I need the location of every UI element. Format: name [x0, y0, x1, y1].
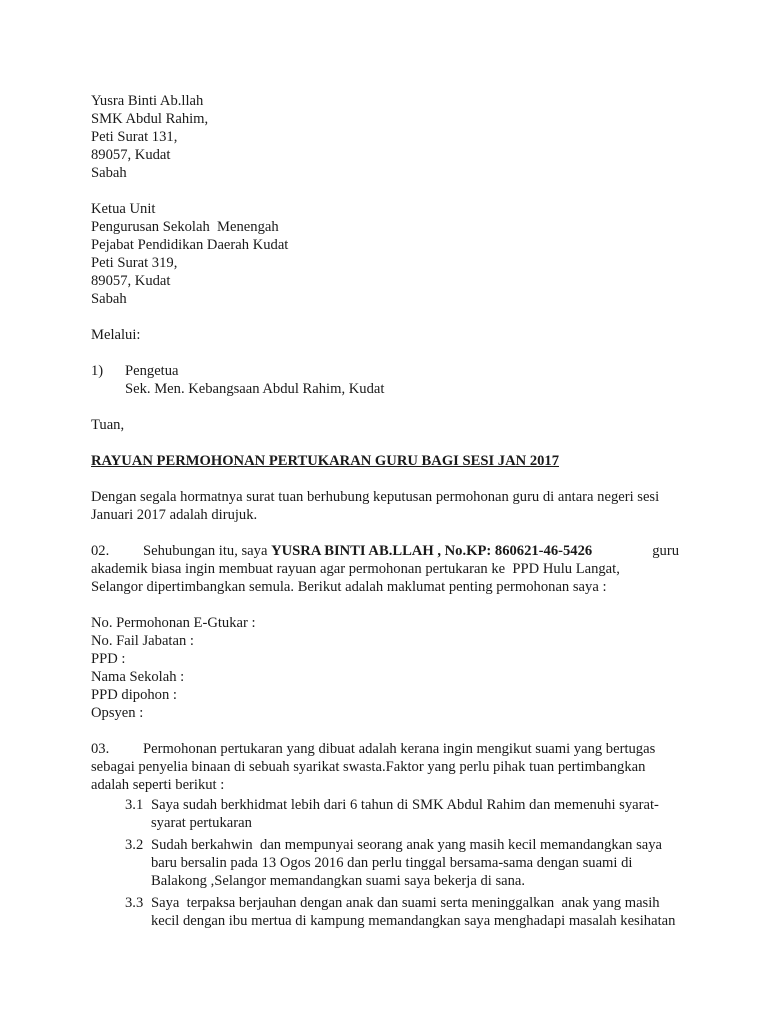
- para-02-number: 02.: [91, 543, 110, 559]
- recipient-unit: Pengurusan Sekolah Menengah: [91, 219, 279, 235]
- letter-subject: RAYUAN PERMOHONAN PERTUKARAN GURU BAGI SESI JAN 2017: [91, 453, 560, 469]
- para-02-name-id: YUSRA BINTI AB.LLAH , No.KP: 860621-46-5426: [271, 543, 593, 559]
- item-line: Saya terpaksa berjauhan dengan anak dan suami serta meninggalkan anak yang masih: [151, 895, 660, 911]
- sender-pobox: Peti Surat 131,: [91, 129, 178, 145]
- recipient-pobox: Peti Surat 319,: [91, 255, 178, 271]
- sender-name: Yusra Binti Ab.llah: [91, 93, 204, 109]
- sender-school: SMK Abdul Rahim,: [91, 111, 209, 127]
- item-number: 3.2: [125, 837, 144, 853]
- field-egtukar-number: No. Permohonan E-Gtukar :: [91, 615, 256, 631]
- application-fields: [91, 614, 679, 722]
- sender-state: Sabah: [91, 165, 127, 181]
- salutation: Tuan,: [91, 417, 125, 433]
- via-line-1: Pengetua: [125, 363, 179, 379]
- para-02-line-2: akademik biasa ingin membuat rayuan agar permohonan pertukaran ke PPD Hulu Langat,: [91, 561, 620, 577]
- intro-paragraph: [91, 488, 679, 524]
- via-line-2: Sek. Men. Kebangsaan Abdul Rahim, Kudat: [125, 381, 385, 397]
- item-line: kecil dengan ibu mertua di kampung memandangkan saya menghadapi masalah kesihatan: [151, 913, 676, 929]
- para-03-number: 03.: [91, 741, 110, 757]
- via-label: Melalui:: [91, 327, 141, 343]
- item-line: Sudah berkahwin dan mempunyai seorang anak yang masih kecil memandangkan saya: [151, 837, 663, 853]
- item-line: Saya sudah berkhidmat lebih dari 6 tahun di SMK Abdul Rahim dan memenuhi syarat-: [151, 797, 659, 813]
- paragraph-02: [91, 542, 679, 596]
- item-line: baru bersalin pada 13 Ogos 2016 dan perlu tinggal bersama-sama dengan suami di: [151, 855, 633, 871]
- para-02-lead: Sehubungan itu, saya: [143, 543, 272, 559]
- recipient-office: Pejabat Pendidikan Daerah Kudat: [91, 237, 289, 253]
- recipient-address: [91, 200, 679, 308]
- item-number: 3.3: [125, 895, 144, 911]
- recipient-state: Sabah: [91, 291, 127, 307]
- reasons-list: [91, 796, 679, 930]
- list-item: [115, 836, 679, 890]
- list-item: [115, 894, 679, 930]
- field-ppd-requested: PPD dipohon :: [91, 687, 177, 703]
- intro-line-2: Januari 2017 adalah dirujuk.: [91, 507, 258, 523]
- field-department-file-number: No. Fail Jabatan :: [91, 633, 194, 649]
- via-entry: [91, 362, 679, 398]
- item-line: syarat pertukaran: [151, 815, 252, 831]
- para-03-line-2: sebagai penyelia binaan di sebuah syarikat swasta.Faktor yang perlu pihak tuan pertimbangkan: [91, 759, 646, 775]
- via-number: 1): [91, 363, 104, 379]
- sender-postcode-city: 89057, Kudat: [91, 147, 171, 163]
- item-line: Balakong ,Selangor memandangkan suami saya bekerja di sana.: [151, 873, 526, 889]
- intro-line-1: Dengan segala hormatnya surat tuan berhubung keputusan permohonan guru di antara negeri sesi: [91, 489, 660, 505]
- field-school-name: Nama Sekolah :: [91, 669, 185, 685]
- sender-address: [91, 92, 679, 182]
- paragraph-03: [91, 740, 679, 794]
- list-item: [115, 796, 679, 832]
- para-02-line-3: Selangor dipertimbangkan semula. Berikut adalah maklumat penting permohonan saya :: [91, 579, 607, 595]
- para-03-line-1: Permohonan pertukaran yang dibuat adalah kerana ingin mengikut suami yang bertugas: [143, 741, 656, 757]
- para-03-line-3: adalah seperti berikut :: [91, 777, 225, 793]
- field-ppd: PPD :: [91, 651, 126, 667]
- recipient-title: Ketua Unit: [91, 201, 156, 217]
- field-option: Opsyen :: [91, 705, 144, 721]
- recipient-postcode-city: 89057, Kudat: [91, 273, 171, 289]
- item-number: 3.1: [125, 797, 144, 813]
- para-02-tail: guru: [648, 543, 679, 559]
- letter-page: [91, 92, 679, 930]
